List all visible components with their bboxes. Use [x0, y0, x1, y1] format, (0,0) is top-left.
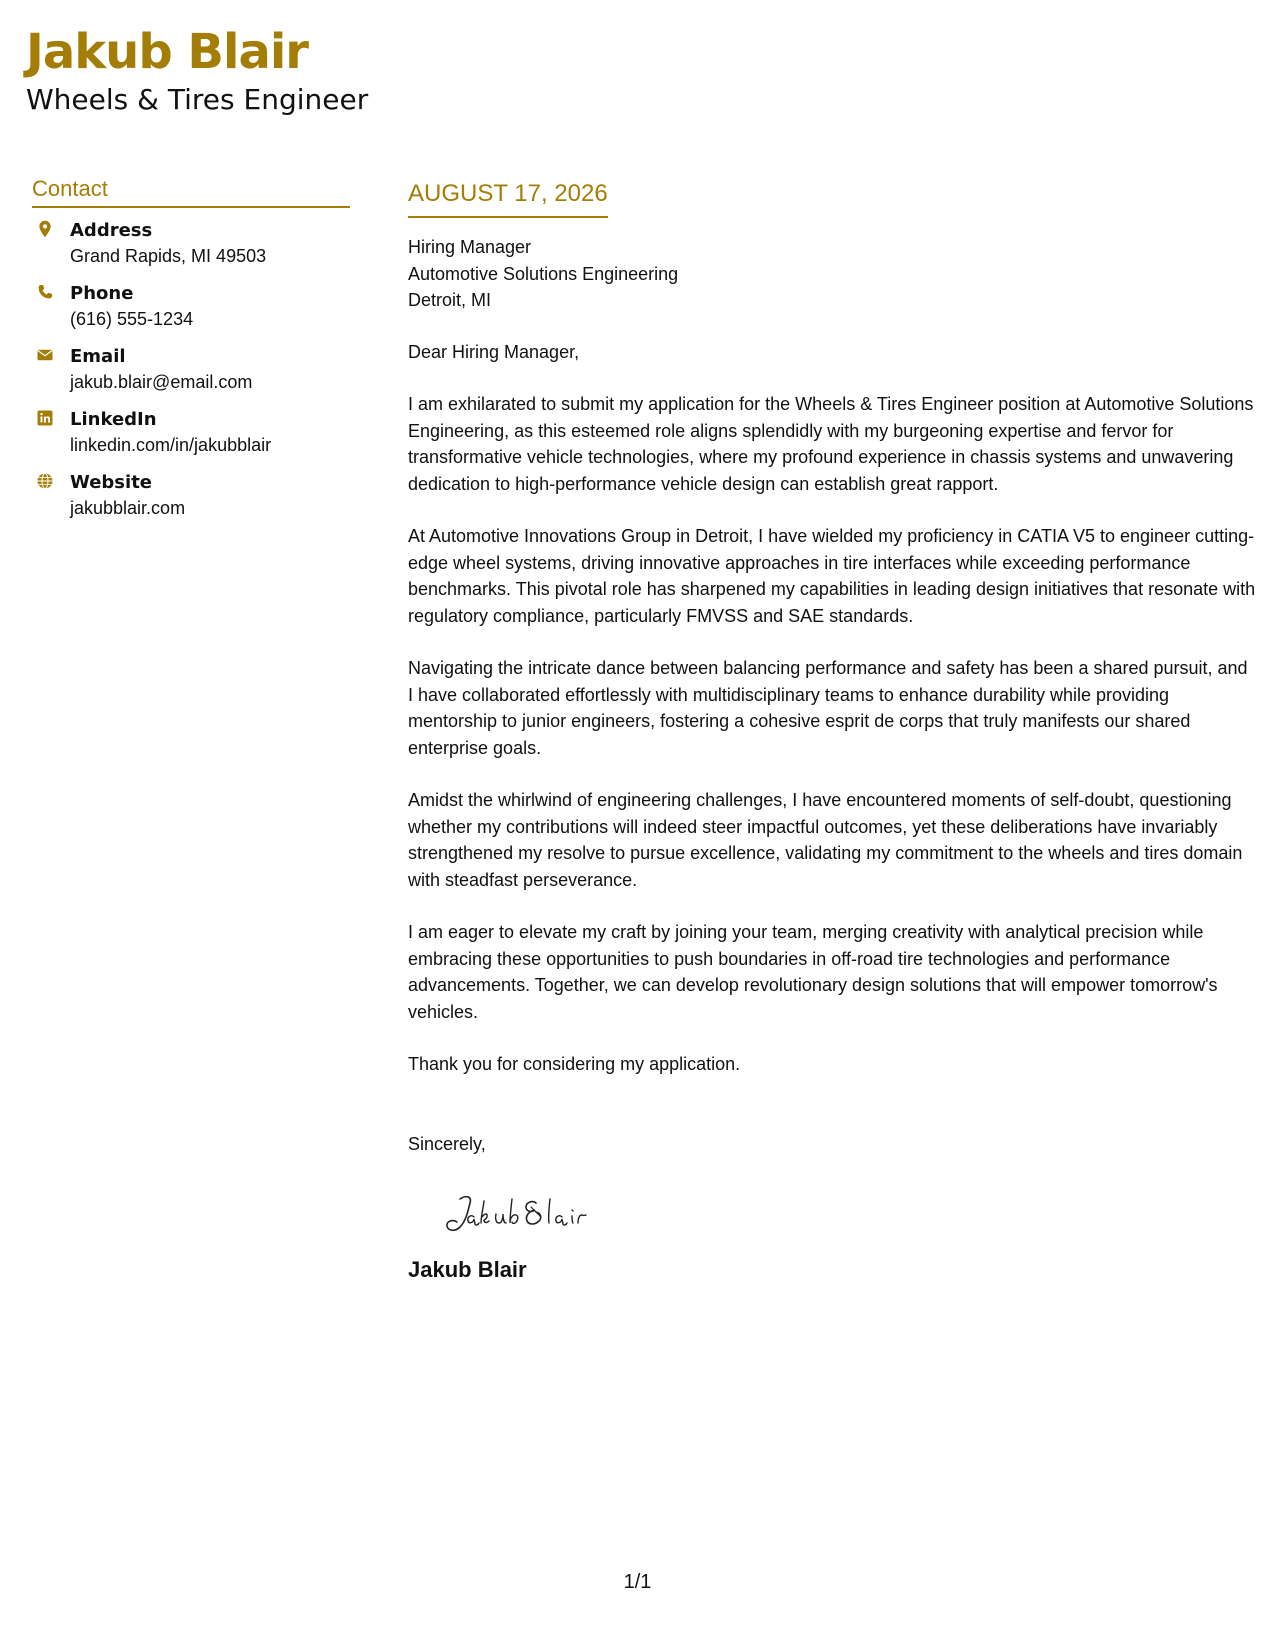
body-paragraph-3: Navigating the intricate dance between balancing performance and safety has been a shared pursuit, and I have collaborated effortlessly with multidisciplinary teams to enhance durability while providing mentorship to junior engineers, fostering a cohesive esprit de corps that truly manifests our shared enterprise goals. — [408, 658, 1248, 758]
salutation: Dear Hiring Manager, — [408, 341, 580, 362]
job-title: Wheels & Tires Engineer — [26, 83, 369, 116]
contact-label: Phone — [70, 283, 134, 304]
recipient-company: Automotive Solutions Engineering — [408, 263, 679, 284]
body-paragraph-4: Amidst the whirlwind of engineering challenges, I have encountered moments of self-doubt, questioning whether my contributions will indeed steer impactful outcomes, yet these deliberations have invariably strengthened my resolve to pursue excellence, validating my commitment to the wheels and tires domain with steadfast perseverance. — [408, 790, 1243, 890]
contact-item-phone — [32, 281, 350, 344]
contact-heading: Contact — [32, 174, 350, 208]
linkedin-icon — [36, 409, 54, 427]
page-number: 1/1 — [623, 1571, 652, 1593]
letter-date: AUGUST 17, 2026 — [408, 178, 608, 218]
contact-sidebar — [32, 174, 350, 533]
contact-item-website — [32, 470, 350, 533]
contact-item-address — [32, 218, 350, 281]
globe-icon — [36, 472, 54, 490]
contact-item-email — [32, 344, 350, 407]
linkedin-value[interactable]: linkedin.com/in/jakubblair — [70, 435, 272, 455]
body-paragraph-2: At Automotive Innovations Group in Detroit, I have wielded my proficiency in CATIA V5 to engineer cutting-edge wheel systems, driving innovative approaches in tire interfaces while exceeding performance benchmarks. This pivotal role has sharpened my capabilities in leading design initiatives that resonate with regulatory compliance, particularly FMVSS and SAE standards. — [408, 526, 1256, 626]
contact-item-linkedin — [32, 407, 350, 470]
contact-label: LinkedIn — [70, 409, 157, 430]
candidate-name: Jakub Blair — [26, 24, 308, 80]
handwritten-signature — [438, 1187, 638, 1237]
thank-you-line: Thank you for considering my application. — [408, 1054, 741, 1074]
phone-icon — [36, 283, 54, 301]
recipient-block — [408, 234, 1256, 314]
body-paragraph-5: I am eager to elevate my craft by joining your team, merging creativity with analytical precision while embracing these opportunities to push boundaries in off-road tire technologies and performance advancements. Together, we can develop revolutionary design solutions that will empower tomorrow's vehicles. — [408, 922, 1218, 1022]
contact-label: Email — [70, 346, 126, 367]
recipient-name: Hiring Manager — [408, 237, 532, 257]
contact-label: Website — [70, 472, 153, 493]
website-value[interactable]: jakubblair.com — [70, 498, 186, 518]
email-value[interactable]: jakub.blair@email.com — [70, 372, 253, 392]
contact-label: Address — [70, 220, 153, 241]
closing-line: Sincerely, — [408, 1133, 486, 1154]
letter-body — [408, 178, 1256, 1285]
envelope-icon — [36, 346, 54, 364]
body-paragraph-1: I am exhilarated to submit my application for the Wheels & Tires Engineer position at Automotive Solutions Engineering, as this esteemed role aligns splendidly with my burgeoning expertise and fervor for transformative vehicle technologies, where my profound experience in chassis systems and unwavering dedication to high-performance vehicle design can establish great rapport. — [408, 394, 1254, 494]
map-pin-icon — [36, 220, 54, 238]
phone-value[interactable]: (616) 555-1234 — [70, 309, 194, 329]
recipient-location: Detroit, MI — [408, 290, 492, 310]
signer-name: Jakub Blair — [408, 1257, 527, 1282]
address-value: Grand Rapids, MI 49503 — [70, 246, 267, 266]
